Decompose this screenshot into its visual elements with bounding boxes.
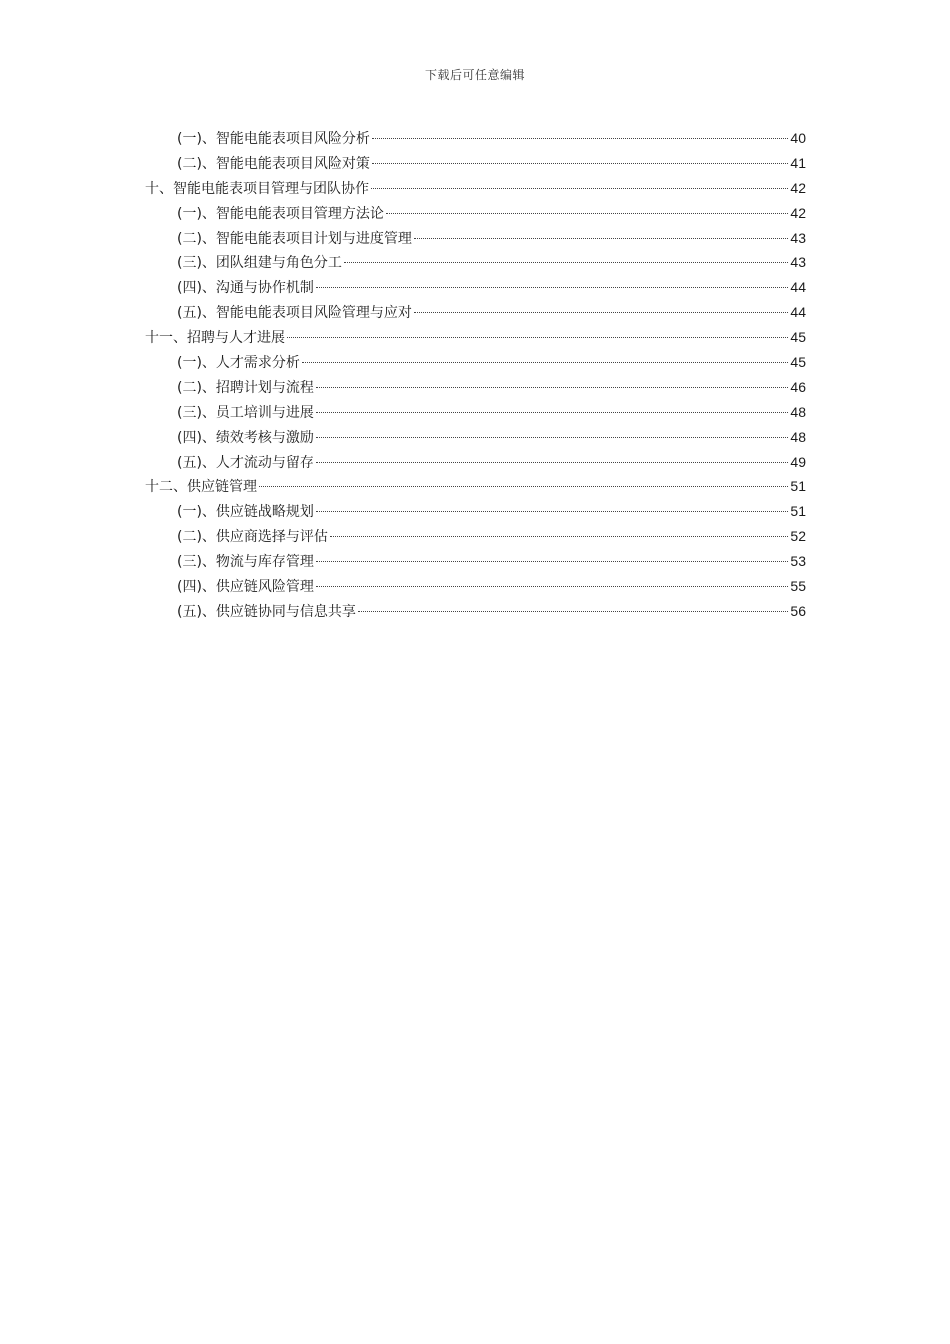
toc-entry-title: (五)、智能电能表项目风险管理与应对 [177, 305, 412, 322]
toc-entry-page: 48 [790, 403, 806, 420]
toc-entry-title: (二)、供应商选择与评估 [177, 529, 328, 546]
toc-dot-leader [414, 238, 788, 239]
toc-dot-leader [372, 138, 788, 139]
toc-entry[interactable] [145, 574, 806, 599]
toc-dot-leader [259, 486, 788, 487]
toc-entry-title: (一)、智能电能表项目风险分析 [177, 131, 370, 147]
toc-entry[interactable] [145, 226, 806, 251]
toc-entry[interactable] [145, 375, 806, 400]
toc-entry[interactable] [145, 151, 806, 176]
toc-entry-title: (一)、人才需求分析 [177, 355, 300, 372]
toc-dot-leader [330, 536, 788, 537]
toc-entry-page: 56 [790, 602, 806, 619]
toc-entry-page: 43 [790, 229, 806, 246]
toc-entry-page: 45 [790, 354, 806, 371]
toc-chapter-page: 51 [790, 478, 806, 495]
table-of-contents [145, 126, 806, 624]
page-header: 下载后可任意编辑 [424, 68, 525, 82]
toc-entry-title: (四)、供应链风险管理 [177, 579, 314, 596]
toc-entry-page: 52 [790, 528, 806, 545]
toc-chapter[interactable] [145, 474, 806, 499]
toc-dot-leader [316, 511, 788, 512]
toc-chapter[interactable] [145, 325, 806, 350]
toc-entry-page: 41 [790, 154, 806, 171]
toc-dot-leader [316, 561, 788, 562]
toc-entry-page: 42 [790, 204, 806, 221]
toc-dot-leader [358, 611, 788, 612]
toc-entry[interactable] [145, 450, 806, 475]
toc-entry-title: (四)、沟通与协作机制 [177, 280, 314, 297]
toc-entry-page: 53 [790, 553, 806, 570]
toc-entry[interactable] [145, 250, 806, 275]
toc-entry-title: (二)、招聘计划与流程 [177, 379, 314, 396]
toc-dot-leader [372, 163, 788, 164]
toc-dot-leader [414, 312, 788, 313]
toc-dot-leader [316, 437, 788, 438]
toc-entry-page: 44 [790, 304, 806, 321]
toc-chapter-title: 十、智能电能表项目管理与团队协作 [145, 180, 369, 197]
toc-entry-page: 40 [790, 130, 806, 146]
toc-entry-title: (一)、供应链战略规划 [177, 504, 314, 521]
toc-dot-leader [316, 387, 788, 388]
toc-entry-page: 49 [790, 453, 806, 470]
toc-entry[interactable] [145, 524, 806, 549]
toc-entry[interactable] [145, 599, 806, 624]
toc-entry[interactable] [145, 425, 806, 450]
toc-entry[interactable] [145, 201, 806, 226]
toc-chapter-title: 十一、招聘与人才进展 [145, 330, 285, 347]
toc-entry-title: (二)、智能电能表项目计划与进度管理 [177, 230, 412, 247]
toc-chapter-title: 十二、供应链管理 [145, 479, 257, 496]
toc-entry-title: (二)、智能电能表项目风险对策 [177, 155, 370, 172]
toc-entry-title: (三)、物流与库存管理 [177, 554, 314, 571]
toc-entry-page: 44 [790, 279, 806, 296]
toc-chapter-page: 45 [790, 329, 806, 346]
toc-dot-leader [344, 262, 788, 263]
toc-chapter[interactable] [145, 176, 806, 201]
toc-entry[interactable] [145, 499, 806, 524]
toc-dot-leader [287, 337, 788, 338]
toc-entry-title: (一)、智能电能表项目管理方法论 [177, 205, 384, 222]
toc-entry-title: (四)、绩效考核与激励 [177, 429, 314, 446]
toc-dot-leader [316, 412, 788, 413]
toc-entry[interactable] [145, 400, 806, 425]
toc-dot-leader [386, 213, 788, 214]
toc-entry[interactable] [145, 126, 806, 151]
toc-entry-page: 46 [790, 378, 806, 395]
toc-entry-page: 43 [790, 254, 806, 271]
toc-entry-title: (三)、员工培训与进展 [177, 404, 314, 421]
toc-dot-leader [371, 188, 788, 189]
toc-entry-page: 51 [790, 503, 806, 520]
toc-chapter-page: 42 [790, 179, 806, 196]
toc-entry-page: 48 [790, 428, 806, 445]
toc-dot-leader [316, 462, 788, 463]
toc-dot-leader [316, 287, 788, 288]
toc-entry-page: 55 [790, 578, 806, 595]
toc-entry[interactable] [145, 350, 806, 375]
toc-entry[interactable] [145, 300, 806, 325]
toc-entry-title: (五)、供应链协同与信息共享 [177, 603, 356, 620]
toc-dot-leader [316, 586, 788, 587]
toc-dot-leader [302, 362, 788, 363]
toc-entry-title: (三)、团队组建与角色分工 [177, 255, 342, 272]
toc-entry[interactable] [145, 275, 806, 300]
toc-entry[interactable] [145, 549, 806, 574]
toc-entry-title: (五)、人才流动与留存 [177, 454, 314, 471]
